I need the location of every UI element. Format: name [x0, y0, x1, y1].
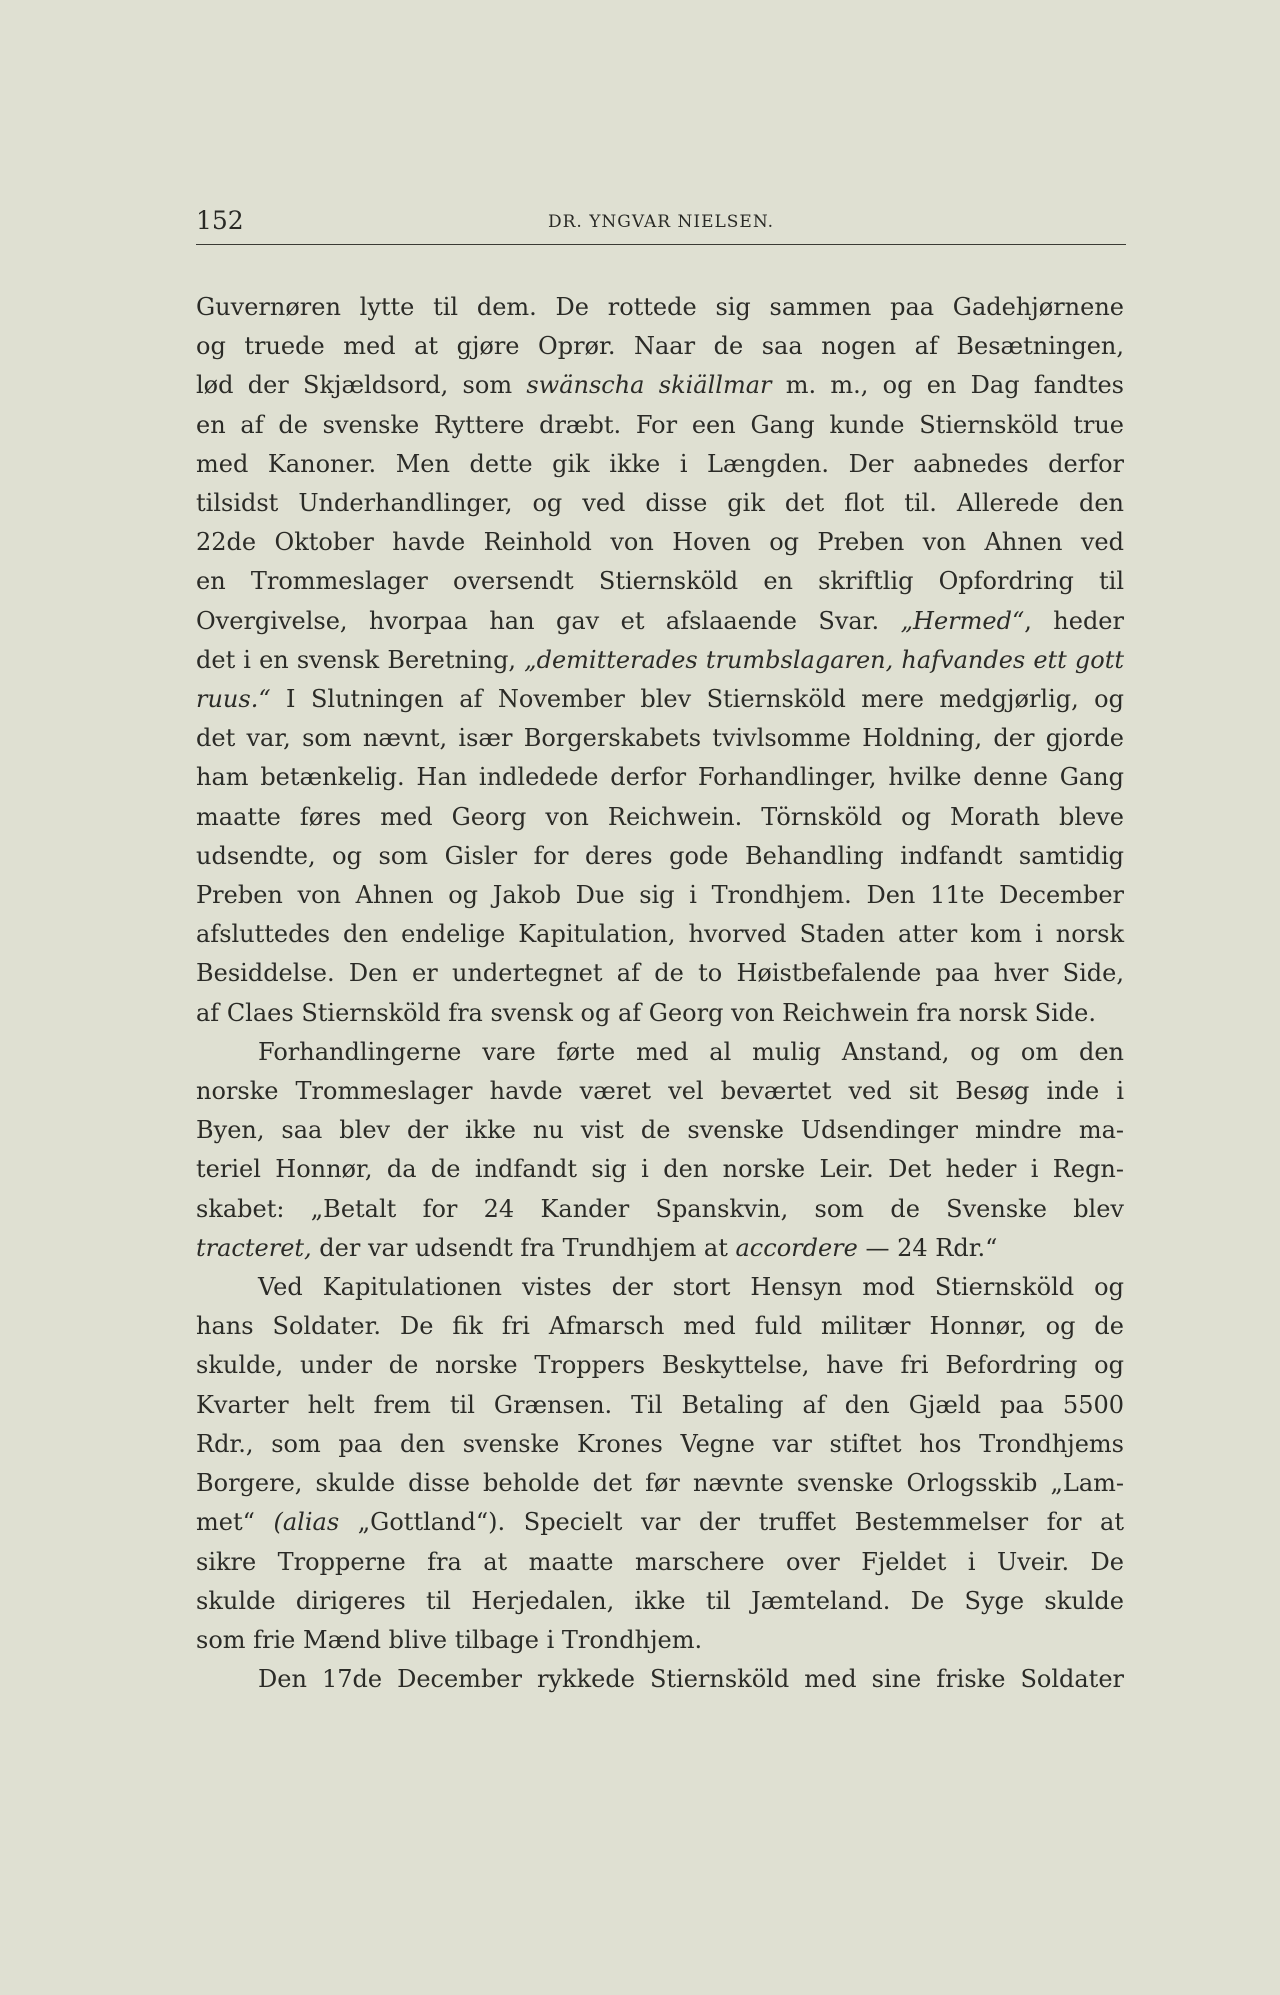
text-line: med Kanoner. Men dette gik ikke i Længden. Der aabnedes derfor [196, 449, 1124, 478]
text-line [196, 602, 1124, 641]
text-line: Borgere, skulde disse beholde det før nævnte svenske Orlogsskib „Lam- [196, 1469, 1124, 1498]
text-line: Byen, saa blev der ikke nu vist de svenske Udsendinger mindre ma- [196, 1116, 1124, 1145]
italic-phrase: „Hermed“ [900, 606, 1025, 635]
text-line: som frie Mænd blive tilbage i Trondhjem. [196, 1625, 703, 1654]
text-line: det var, som nævnt, især Borgerskabets tvivlsomme Holdning, der gjorde [196, 724, 1124, 753]
text-line: af Claes Stiernsköld fra svensk og af Georg von Reichwein fra norsk Side. [196, 998, 1096, 1027]
paragraph [196, 1033, 1124, 1268]
italic-phrase: „demitterades trumbslagaren, hafvandes ett gott [524, 645, 1125, 674]
text-line: Guvernøren lytte til dem. De rottede sig sammen paa Gadehjørnene [196, 293, 1124, 321]
text-line: udsendte, og som Gisler for deres gode Behandling indfandt samtidig [196, 841, 1124, 870]
text-line: 22de Oktober havde Reinhold von Hoven og Preben von Ahnen ved [196, 528, 1124, 557]
text-line: norske Trommeslager havde været vel beværtet ved sit Besøg inde i [196, 1077, 1124, 1106]
text-line [196, 680, 1124, 719]
text-run: Overgivelse, hvorpaa han gav et afslaaende Svar. [196, 606, 901, 635]
text-line: maatte føres med Georg von Reichwein. Törnsköld og Morath bleve [196, 802, 1124, 831]
text-line: skulde dirigeres til Herjedalen, ikke til Jæmteland. De Syge skulde [196, 1586, 1124, 1615]
text-line [196, 1503, 1124, 1542]
text-line: skulde, under de norske Troppers Beskyttelse, have fri Befordring og [196, 1351, 1124, 1380]
text-line: Preben von Ahnen og Jakob Due sig i Trondhjem. Den 11te December [196, 881, 1124, 910]
italic-phrase: ruus.“ [196, 685, 271, 714]
text-run: , heder [1024, 606, 1124, 635]
text-line: og truede med at gjøre Oprør. Naar de saa nogen af Besætningen, [196, 332, 1124, 361]
italic-word: accordere [735, 1233, 858, 1262]
text-run: m. m., og en Dag fandtes [771, 371, 1124, 400]
text-line: ham betænkelig. Han indledede derfor Forhandlinger, hvilke denne Gang [196, 763, 1124, 792]
paragraph [196, 1660, 1124, 1699]
text-line [196, 1229, 1124, 1268]
italic-phrase: swänscha skiällmar [526, 371, 772, 400]
italic-word: tracteret, [196, 1233, 312, 1262]
running-title: DR. YNGVAR NIELSEN. [547, 212, 775, 232]
text-line: Rdr., som paa den svenske Krones Vegne var stiftet hos Trondhjems [196, 1429, 1124, 1458]
text-run: det i en svensk Beretning, [196, 645, 525, 674]
text-line: Forhandlingerne vare førte med al mulig Anstand, og om den [258, 1037, 1124, 1066]
text-line: Kvarter helt frem til Grænsen. Til Betaling af den Gjæld paa 5500 [196, 1390, 1124, 1419]
text-line: en Trommeslager oversendt Stiernsköld en skriftlig Opfordring til [196, 567, 1124, 596]
body-text [196, 288, 1124, 1699]
text-run: — 24 Rdr.“ [857, 1233, 998, 1262]
text-line [196, 366, 1124, 405]
text-run: der var udsendt fra Trundhjem at [311, 1233, 736, 1262]
text-run: „Gottland“). Specielt var der truffet Bestemmelser for at [339, 1508, 1124, 1537]
text-line: afsluttedes den endelige Kapitulation, hvorved Staden atter kom i norsk [196, 920, 1124, 949]
text-line: hans Soldater. De fik fri Afmarsch med fuld militær Honnør, og de [196, 1312, 1124, 1341]
text-line: sikre Tropperne fra at maatte marschere over Fjeldet i Uveir. De [196, 1547, 1124, 1576]
paragraph [196, 1268, 1124, 1660]
text-line: skabet: „Betalt for 24 Kander Spanskvin, som de Svenske blev [196, 1194, 1124, 1223]
text-run: lød der Skjældsord, som [196, 371, 527, 400]
running-head [196, 204, 1126, 245]
page-number: 152 [196, 206, 244, 235]
text-line: Den 17de December rykkede Stiernsköld med sine friske Soldater [258, 1665, 1124, 1694]
text-line: teriel Honnør, da de indfandt sig i den norske Leir. Det heder i Regn- [196, 1155, 1124, 1184]
paragraph [196, 288, 1124, 1033]
italic-word: (alias [273, 1508, 340, 1537]
text-line: Ved Kapitulationen vistes der stort Hensyn mod Stiernsköld og [258, 1273, 1124, 1302]
text-line: tilsidst Underhandlinger, og ved disse gik det flot til. Allerede den [196, 489, 1124, 518]
text-run: I Slutningen af November blev Stiernsköld mere medgjørlig, og [270, 685, 1124, 714]
text-line: en af de svenske Ryttere dræbt. For een Gang kunde Stiernsköld true [196, 410, 1124, 439]
text-line [196, 641, 1124, 680]
text-run: met“ [196, 1508, 274, 1537]
text-line: Besiddelse. Den er undertegnet af de to Høistbefalende paa hver Side, [196, 959, 1124, 988]
